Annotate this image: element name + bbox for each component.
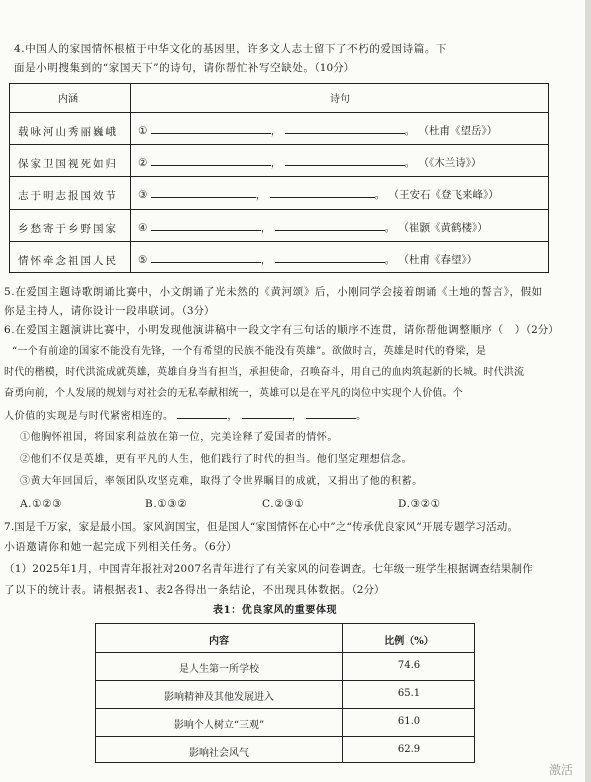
q7-sub1-line2-text: 了以下的统计表。请根据表1、表2各得出一条结论，不出现具体数据。	[4, 584, 352, 596]
poem-row-4-num: ④	[138, 222, 148, 234]
poem-row-5-num: ⑤	[138, 254, 148, 266]
poem-row-2-blank-a[interactable]	[151, 155, 271, 166]
q6-blank-2[interactable]	[242, 408, 292, 419]
q4-line1: 4.中国人的家国情怀根植于中华文化的基因里，许多文人志士留下了不朽的爱国诗篇。下	[14, 43, 448, 55]
q5-line2-text: 你是主持人，请你设计一段串联词。	[4, 305, 182, 317]
family-row-1-item: 是人生第一所学校	[179, 664, 259, 675]
poem-row-5-meaning: 情怀牵念祖国人民	[18, 255, 118, 267]
poem-row-3-blank-a[interactable]	[151, 187, 256, 198]
poem-row-1-meaning: 载咏河山秀丽巍峨	[18, 126, 118, 138]
q6-sentence-1: ①他胸怀祖国，将国家利益放在第一位，完美诠释了爱国者的情怀。	[20, 432, 338, 443]
poem-row-2-meaning: 保家卫国视死如归	[18, 158, 118, 170]
q4-score: （10分）	[314, 62, 355, 74]
poem-row-3-line: ③ ， 。 （王安石《登飞来峰》）	[138, 189, 499, 201]
poem-row-4-source: （崔颢《黄鹤楼》）	[398, 222, 488, 234]
family-row-3-value: 61.0	[397, 716, 421, 727]
q7-line2-text: 小语邀请你和她一起完成下列相关任务。	[4, 541, 204, 553]
q6-sentence-3: ③黄大年回国后，率领团队攻坚克难，取得了令世界瞩目的成就，又捐出了他的积蓄。	[20, 476, 423, 487]
q6-line1-text: 6.在爱国主题演讲比赛中，小明发现他演讲稿中一段文字有三句话的顺序不连贯，请你帮他调整顺序（ ）	[4, 324, 526, 336]
poem-table	[9, 83, 549, 273]
q7-line2	[4, 540, 237, 554]
family-row-2-item: 影响精神及其他发展进入	[164, 692, 274, 703]
family-row-2-value: 65.1	[397, 688, 421, 699]
q6-passage-4-text: 人价值的实现是与时代紧密相连的。	[4, 411, 174, 422]
q6-passage-2: 时代的楷模，时代洪流成就英雄，英雄自身当有担当，承担使命，召唤奋斗，用自己的血肉筑起新的长城。时代洪流	[4, 367, 525, 378]
q6-blank-3[interactable]	[306, 408, 356, 419]
poem-row-2-blank-b[interactable]	[285, 155, 405, 166]
q6-score: （2分）	[525, 324, 559, 336]
poem-row-2-source: （《木兰诗》）	[418, 157, 482, 169]
poem-row-4-meaning: 乡愁寄于乡野国家	[18, 223, 118, 235]
poem-row-5-source: （杜甫《春望》）	[398, 254, 478, 266]
poem-row-2-line: ② ， 。 （《木兰诗》）	[138, 157, 482, 169]
q7-sub1-line2	[4, 583, 385, 597]
family-row-3-item: 影响个人树立“三观”	[173, 720, 265, 731]
poem-row-1-line: ① ， 。 （杜甫《望岳》）	[138, 125, 498, 137]
q7-sub1-line1: （1）2025年1月，中国青年报社对2007名青年进行了有关家风的问卷调查。七年级一班学生根据调查结果制作	[4, 563, 533, 575]
q6-passage-3: 奋勇向前，个人发展的规划与对社会的无私奉献相统一，英雄可以是在平凡的岗位中实现个人价值。个	[4, 388, 463, 399]
poem-row-5-blank-b[interactable]	[275, 252, 385, 263]
poem-row-3-source: （王安石《登飞来峰》）	[388, 189, 499, 201]
poem-row-1-source: （杜甫《望岳》）	[418, 125, 498, 137]
poem-table-head-left: 内涵	[58, 94, 78, 105]
poem-row-1-blank-a[interactable]	[151, 123, 271, 134]
q4-line2-text: 面是小明搜集到的“家国天下”的诗句，请你帮忙补写空缺处。	[14, 62, 315, 74]
q6-passage-4: 人价值的实现是与时代紧密相连的。 ， ， 。	[4, 408, 367, 424]
q6-choice-c[interactable]: C.②③①	[262, 498, 305, 510]
q6-choice-a[interactable]: A.①②③	[20, 498, 63, 510]
poem-row-4-blank-a[interactable]	[151, 220, 261, 231]
q7-score: （6分）	[203, 541, 237, 553]
poem-row-3-num: ③	[138, 189, 148, 201]
poem-row-2-num: ②	[138, 157, 148, 169]
q6-passage-1: “一个有前途的国家不能没有先锋，一个有希望的民族不能没有英雄”。欲做时言，英雄是时代的脊梁，是	[12, 346, 487, 357]
poem-row-5-line: ⑤ ， 。 （杜甫《春望》）	[138, 254, 478, 266]
poem-row-1-blank-b[interactable]	[285, 123, 405, 134]
family-row-4-item: 影响社会风气	[189, 748, 249, 759]
q6-blank-1[interactable]	[177, 408, 227, 419]
q6-line1	[4, 323, 559, 337]
q5-line2	[4, 304, 215, 318]
family-row-4-value: 62.9	[397, 744, 421, 755]
poem-row-3-meaning: 志于明志报国效节	[18, 190, 118, 202]
poem-row-1-num: ①	[138, 125, 148, 137]
q4-line2	[14, 61, 354, 75]
q6-choice-b[interactable]: B.①③②	[145, 498, 188, 510]
q5-line1: 5.在爱国主题诗歌朗诵比赛中，小文朗诵了光未然的《黄河颂》后，小刚同学会接着朗诵《土地的誓言》，假如	[4, 286, 543, 298]
family-table-head-left: 内容	[209, 636, 229, 647]
q6-sentence-2: ②他们不仅是英雄，更有平凡的人生，他们践行了时代的担当。他们坚定理想信念。	[20, 454, 413, 465]
poem-row-3-blank-b[interactable]	[270, 187, 375, 198]
poem-table-head-right: 诗句	[330, 94, 350, 105]
q6-choice-d[interactable]: D.③②①	[398, 498, 441, 510]
q7-sub1-score: （2分）	[351, 584, 385, 596]
q7-line1: 7.国是千万家，家是最小国。家风润国宝，但是国人“家国情怀在心中”之“传承优良家风”开展专题学习活动。	[4, 521, 519, 533]
poem-row-4-line: ④ ， 。 （崔颢《黄鹤楼》）	[138, 222, 488, 234]
family-style-table	[95, 623, 475, 763]
watermark-text: 激活	[548, 763, 573, 777]
poem-row-4-blank-b[interactable]	[275, 220, 385, 231]
family-row-1-value: 74.6	[397, 660, 421, 671]
poem-row-5-blank-a[interactable]	[151, 252, 261, 263]
table-title: 表1：优良家风的重要体现	[213, 605, 338, 616]
family-table-head-right: 比例（%）	[384, 636, 434, 647]
q5-score: （3分）	[181, 305, 215, 317]
